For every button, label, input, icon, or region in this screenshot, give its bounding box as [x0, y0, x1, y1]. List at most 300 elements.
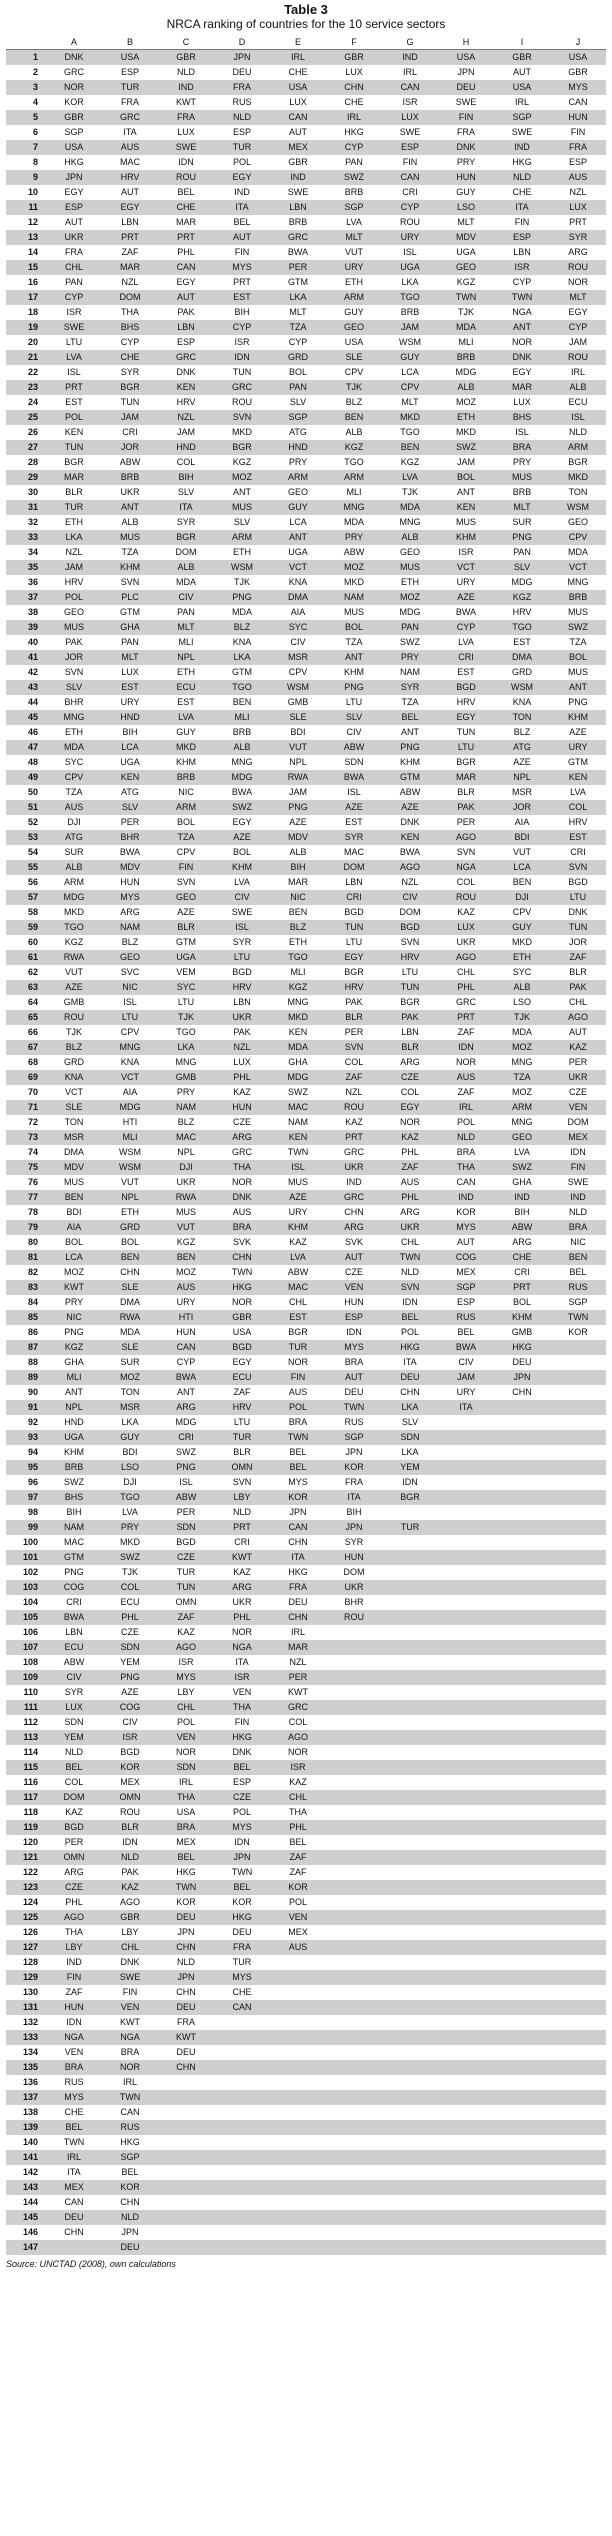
- country-cell: IRL: [122, 2077, 137, 2087]
- country-cell: PRT: [438, 1010, 494, 1025]
- country-cell: ETH: [65, 517, 83, 527]
- rank-cell: 67: [6, 1040, 46, 1055]
- country-cell: AGO: [550, 1010, 606, 1025]
- table-row: [6, 1130, 606, 1145]
- country-cell: [438, 1670, 494, 1685]
- table-row: [6, 2195, 606, 2210]
- country-cell: LBN: [270, 200, 326, 215]
- rank-cell: 12: [27, 217, 38, 227]
- rank-cell: 27: [6, 440, 46, 455]
- country-cell: CAN: [382, 80, 438, 95]
- country-cell: DNK: [214, 1190, 270, 1205]
- country-cell: BLZ: [513, 727, 531, 737]
- country-cell: BLR: [102, 1820, 158, 1835]
- country-cell: SYR: [64, 1687, 84, 1697]
- rank-cell: 107: [6, 1640, 46, 1655]
- country-cell: [494, 2165, 550, 2180]
- rank-cell: 55: [6, 860, 46, 875]
- country-cell: [214, 2165, 270, 2180]
- country-cell: [326, 2045, 382, 2060]
- table-row: [6, 2165, 606, 2180]
- country-cell: SYR: [176, 517, 196, 527]
- country-cell: YEM: [382, 1460, 438, 1475]
- country-cell: HKG: [214, 1910, 270, 1925]
- rank-cell: 98: [27, 1507, 38, 1517]
- country-cell: [326, 2180, 382, 2195]
- country-cell: EGY: [102, 200, 158, 215]
- country-cell: [214, 2045, 270, 2060]
- country-cell: PNG: [64, 1327, 84, 1337]
- country-cell: GRC: [214, 380, 270, 395]
- country-cell: PHL: [177, 247, 195, 257]
- country-cell: PAK: [382, 1010, 438, 1025]
- country-cell: [438, 2030, 494, 2045]
- country-cell: [326, 1880, 382, 1895]
- country-cell: RUS: [232, 97, 252, 107]
- country-cell: [158, 2195, 214, 2210]
- country-cell: TWN: [494, 290, 550, 305]
- country-cell: GMB: [63, 997, 85, 1007]
- country-cell: CYP: [550, 320, 606, 335]
- country-cell: PHL: [438, 980, 494, 995]
- country-cell: JAM: [569, 337, 587, 347]
- country-cell: [326, 2195, 382, 2210]
- country-cell: BHS: [494, 410, 550, 425]
- country-cell: GBR: [568, 67, 588, 77]
- country-cell: [270, 2210, 326, 2225]
- country-cell: [438, 1970, 494, 1985]
- country-cell: [438, 1595, 494, 1610]
- rank-cell: 71: [6, 1100, 46, 1115]
- country-cell: [214, 2105, 270, 2120]
- country-cell: [382, 1715, 438, 1730]
- country-cell: PRT: [233, 277, 251, 287]
- country-cell: VEN: [102, 2000, 158, 2015]
- country-cell: [270, 2015, 326, 2030]
- country-cell: LCA: [494, 860, 550, 875]
- country-cell: CHE: [344, 97, 364, 107]
- country-cell: SWE: [399, 127, 421, 137]
- country-cell: BGR: [214, 440, 270, 455]
- country-cell: ANT: [270, 530, 326, 545]
- country-cell: FRA: [177, 2017, 195, 2027]
- country-cell: IRL: [570, 367, 585, 377]
- country-cell: SVN: [550, 860, 606, 875]
- country-cell: LCA: [46, 1250, 102, 1265]
- country-cell: SDN: [382, 1430, 438, 1445]
- country-cell: [326, 1955, 382, 1970]
- rank-cell: 69: [6, 1070, 46, 1085]
- country-cell: HTI: [158, 1310, 214, 1325]
- country-cell: ITA: [123, 127, 137, 137]
- country-cell: SWZ: [550, 620, 606, 635]
- country-cell: CIV: [346, 727, 362, 737]
- country-cell: EGY: [326, 950, 382, 965]
- country-cell: NAM: [46, 1520, 102, 1535]
- rank-cell: 40: [27, 637, 38, 647]
- country-cell: IND: [158, 80, 214, 95]
- country-cell: [214, 2120, 270, 2135]
- country-cell: SVN: [456, 847, 476, 857]
- country-cell: LKA: [401, 277, 419, 287]
- country-cell: [494, 1655, 550, 1670]
- rank-cell: 57: [6, 890, 46, 905]
- country-cell: [438, 2165, 494, 2180]
- country-cell: JPN: [289, 1507, 307, 1517]
- country-cell: BEL: [214, 1760, 270, 1775]
- rank-cell: 3: [6, 80, 46, 95]
- country-cell: PAK: [345, 997, 363, 1007]
- rank-cell: 93: [6, 1430, 46, 1445]
- country-cell: [382, 2165, 438, 2180]
- country-cell: MSR: [46, 1130, 102, 1145]
- country-cell: [550, 1925, 606, 1940]
- country-cell: SVN: [400, 937, 420, 947]
- table-row: [6, 305, 606, 320]
- country-cell: EGY: [438, 710, 494, 725]
- country-cell: [326, 1850, 382, 1865]
- country-cell: UKR: [46, 230, 102, 245]
- table-row: [6, 1715, 606, 1730]
- country-cell: [550, 1595, 606, 1610]
- country-cell: CHE: [494, 1250, 550, 1265]
- country-cell: CHL: [288, 1297, 307, 1307]
- country-cell: [550, 1745, 606, 1760]
- country-cell: CHE: [102, 350, 158, 365]
- country-cell: PNG: [270, 800, 326, 815]
- country-cell: AIA: [46, 1220, 102, 1235]
- country-cell: CHL: [158, 1700, 214, 1715]
- country-cell: SVN: [214, 410, 270, 425]
- country-cell: LKA: [214, 650, 270, 665]
- country-cell: GEO: [438, 260, 494, 275]
- country-cell: ISR: [402, 97, 418, 107]
- country-cell: CHL: [270, 1790, 326, 1805]
- rank-cell: 127: [6, 1940, 46, 1955]
- country-cell: ESP: [326, 1310, 382, 1325]
- country-cell: [326, 2060, 382, 2075]
- country-cell: UGA: [382, 260, 438, 275]
- rank-cell: 102: [22, 1567, 38, 1577]
- country-cell: [382, 1640, 438, 1655]
- table-row: [6, 440, 606, 455]
- country-cell: DEU: [512, 1357, 532, 1367]
- country-cell: KAZ: [177, 1627, 195, 1637]
- country-cell: LUX: [121, 667, 139, 677]
- country-cell: FIN: [570, 127, 586, 137]
- country-cell: PAN: [513, 547, 531, 557]
- country-cell: [494, 1430, 550, 1445]
- country-cell: ABW: [494, 1220, 550, 1235]
- country-cell: BEL: [233, 217, 251, 227]
- country-cell: AUS: [550, 170, 606, 185]
- table-row: [6, 2000, 606, 2015]
- country-cell: MAC: [158, 1130, 214, 1145]
- country-cell: AZE: [289, 817, 307, 827]
- country-cell: AUS: [400, 1177, 420, 1187]
- country-cell: LKA: [401, 1447, 419, 1457]
- country-cell: SLV: [326, 710, 382, 725]
- country-cell: AUT: [121, 187, 139, 197]
- country-cell: [382, 2000, 438, 2015]
- country-cell: UKR: [232, 1597, 252, 1607]
- table-row: [6, 1880, 606, 1895]
- country-cell: NLD: [232, 1507, 251, 1517]
- country-cell: HTI: [122, 1117, 138, 1127]
- country-cell: [438, 1535, 494, 1550]
- country-cell: TUN: [232, 367, 252, 377]
- country-cell: TJK: [121, 1567, 138, 1577]
- country-cell: [438, 2105, 494, 2120]
- country-cell: KAZ: [289, 1237, 307, 1247]
- country-cell: MAC: [64, 1537, 84, 1547]
- country-cell: NOR: [232, 1627, 252, 1637]
- country-cell: [270, 2225, 326, 2240]
- country-cell: NLD: [568, 427, 587, 437]
- header-row: [6, 35, 606, 50]
- country-cell: DNK: [46, 50, 102, 66]
- country-cell: HRV: [214, 1400, 270, 1415]
- country-cell: [270, 2045, 326, 2060]
- table-row: [6, 1385, 606, 1400]
- table-row: [6, 725, 606, 740]
- country-cell: ESP: [456, 1297, 475, 1307]
- country-cell: [270, 2105, 326, 2120]
- country-cell: KHM: [438, 530, 494, 545]
- country-cell: BEN: [288, 907, 308, 917]
- country-cell: NPL: [494, 770, 550, 785]
- country-cell: USA: [550, 50, 606, 66]
- country-cell: SYR: [120, 367, 140, 377]
- country-cell: BOL: [438, 470, 494, 485]
- country-cell: NOR: [46, 80, 102, 95]
- country-cell: TUR: [102, 80, 158, 95]
- country-cell: ROU: [400, 217, 420, 227]
- country-cell: [326, 2030, 382, 2045]
- country-cell: [326, 1910, 382, 1925]
- country-cell: ALB: [438, 380, 494, 395]
- country-cell: GEO: [158, 890, 214, 905]
- country-cell: BWA: [399, 847, 421, 857]
- country-cell: TGO: [214, 680, 270, 695]
- country-cell: MOZ: [456, 397, 476, 407]
- table-row: [6, 1295, 606, 1310]
- country-cell: CYP: [512, 277, 532, 287]
- country-cell: CHN: [326, 80, 382, 95]
- country-cell: [438, 1490, 494, 1505]
- country-cell: BGD: [120, 1747, 140, 1757]
- country-cell: SWZ: [176, 1447, 196, 1457]
- rank-cell: 103: [6, 1580, 46, 1595]
- country-cell: KGZ: [46, 1340, 102, 1355]
- rank-cell: 73: [6, 1130, 46, 1145]
- country-cell: [494, 1610, 550, 1625]
- rank-cell: 70: [27, 1087, 38, 1097]
- country-cell: HKG: [214, 1280, 270, 1295]
- country-cell: HRV: [382, 950, 438, 965]
- country-cell: PER: [64, 1837, 84, 1847]
- country-cell: CIV: [214, 890, 270, 905]
- country-cell: ANT: [102, 500, 158, 515]
- country-cell: [550, 1835, 606, 1850]
- country-cell: KHM: [102, 560, 158, 575]
- country-cell: MAR: [438, 770, 494, 785]
- country-cell: BRB: [344, 187, 364, 197]
- country-cell: LTU: [345, 697, 363, 707]
- table-row: [6, 215, 606, 230]
- country-cell: BWA: [326, 770, 382, 785]
- table-row: [6, 1985, 606, 2000]
- country-cell: ITA: [270, 1550, 326, 1565]
- country-cell: [326, 1895, 382, 1910]
- country-cell: JPN: [214, 1850, 270, 1865]
- country-cell: AGO: [438, 830, 494, 845]
- country-cell: NZL: [158, 410, 214, 425]
- country-cell: [438, 1880, 494, 1895]
- country-cell: AUS: [46, 800, 102, 815]
- country-cell: MNG: [231, 757, 253, 767]
- country-cell: [494, 1535, 550, 1550]
- country-cell: GUY: [176, 727, 196, 737]
- country-cell: ISR: [214, 1670, 270, 1685]
- country-cell: [550, 1625, 606, 1640]
- country-cell: MKD: [550, 470, 606, 485]
- country-cell: SLE: [326, 350, 382, 365]
- table-row: [6, 350, 606, 365]
- country-cell: NOR: [456, 1057, 476, 1067]
- country-cell: AZE: [513, 757, 531, 767]
- table-row: [6, 1955, 606, 1970]
- rank-cell: 22: [27, 367, 38, 377]
- country-cell: [382, 1865, 438, 1880]
- country-cell: [438, 1445, 494, 1460]
- country-cell: PAK: [177, 307, 195, 317]
- country-cell: CHN: [400, 1387, 420, 1397]
- country-cell: USA: [46, 140, 102, 155]
- country-cell: BEL: [214, 1880, 270, 1895]
- table-row: [6, 1040, 606, 1055]
- country-cell: [382, 1910, 438, 1925]
- country-cell: VEN: [550, 1100, 606, 1115]
- country-cell: KNA: [46, 1070, 102, 1085]
- table-row: [6, 1745, 606, 1760]
- country-cell: MOZ: [494, 1040, 550, 1055]
- country-cell: [326, 2075, 382, 2090]
- rank-cell: 144: [22, 2197, 38, 2207]
- country-cell: DNK: [120, 1957, 140, 1967]
- country-cell: BGD: [232, 967, 252, 977]
- country-cell: [326, 2000, 382, 2015]
- country-cell: ZAF: [233, 1387, 251, 1397]
- country-cell: [270, 2150, 326, 2165]
- country-cell: [270, 2180, 326, 2195]
- country-cell: BGR: [158, 530, 214, 545]
- country-cell: [382, 1775, 438, 1790]
- country-cell: LCA: [289, 517, 307, 527]
- country-cell: DOM: [326, 860, 382, 875]
- country-cell: MNG: [567, 577, 589, 587]
- country-cell: [382, 1550, 438, 1565]
- country-cell: UGA: [46, 1430, 102, 1445]
- country-cell: FRA: [457, 127, 475, 137]
- country-cell: CIV: [458, 1357, 474, 1367]
- country-cell: KAZ: [102, 1880, 158, 1895]
- table-row: [6, 1805, 606, 1820]
- country-cell: IND: [382, 50, 438, 66]
- country-cell: LBN: [401, 1027, 419, 1037]
- country-cell: GRC: [158, 350, 214, 365]
- country-cell: UKR: [550, 1070, 606, 1085]
- country-cell: OMN: [214, 1460, 270, 1475]
- country-cell: [550, 1610, 606, 1625]
- country-cell: [438, 1940, 494, 1955]
- country-cell: ISL: [403, 247, 417, 257]
- country-cell: MDV: [102, 860, 158, 875]
- country-cell: PER: [270, 1670, 326, 1685]
- country-cell: LVA: [346, 217, 362, 227]
- country-cell: CHN: [344, 1207, 364, 1217]
- country-cell: MSR: [512, 787, 532, 797]
- rank-cell: 25: [6, 410, 46, 425]
- country-cell: ALB: [46, 860, 102, 875]
- country-cell: AGO: [119, 1897, 140, 1907]
- country-cell: SDN: [102, 1640, 158, 1655]
- country-cell: TJK: [326, 380, 382, 395]
- table-row: [6, 2030, 606, 2045]
- country-cell: [326, 1685, 382, 1700]
- country-cell: BOL: [288, 367, 307, 377]
- country-cell: KGZ: [176, 1237, 196, 1247]
- country-cell: USA: [344, 337, 364, 347]
- rank-cell: 66: [27, 1027, 38, 1037]
- country-cell: KHM: [64, 1447, 84, 1457]
- country-cell: SLE: [46, 1100, 102, 1115]
- country-cell: LVA: [122, 1507, 138, 1517]
- country-cell: GRC: [64, 67, 84, 77]
- table-row: [6, 200, 606, 215]
- country-cell: KWT: [176, 97, 196, 107]
- country-cell: HUN: [438, 170, 494, 185]
- country-cell: UGA: [456, 247, 476, 257]
- country-cell: ANT: [401, 727, 419, 737]
- country-cell: [438, 1625, 494, 1640]
- table-row: [6, 1640, 606, 1655]
- rank-cell: 11: [6, 200, 46, 215]
- country-cell: BGD: [382, 920, 438, 935]
- country-cell: [494, 1445, 550, 1460]
- country-cell: BGD: [568, 877, 588, 887]
- country-cell: [550, 1685, 606, 1700]
- country-cell: KOR: [102, 1760, 158, 1775]
- country-cell: [550, 1565, 606, 1580]
- country-cell: CAN: [568, 97, 588, 107]
- country-cell: ESP: [46, 200, 102, 215]
- country-cell: [382, 1580, 438, 1595]
- country-cell: BLR: [65, 487, 83, 497]
- country-cell: KHM: [550, 710, 606, 725]
- country-cell: [438, 1610, 494, 1625]
- country-cell: ANT: [65, 1387, 83, 1397]
- country-cell: PHL: [382, 1190, 438, 1205]
- rank-cell: 53: [6, 830, 46, 845]
- country-cell: COL: [64, 1777, 84, 1787]
- rank-cell: 45: [6, 710, 46, 725]
- country-cell: LUX: [177, 127, 195, 137]
- country-cell: [550, 1790, 606, 1805]
- country-cell: [214, 2060, 270, 2075]
- rank-cell: 136: [22, 2077, 38, 2087]
- country-cell: LKA: [158, 1040, 214, 1055]
